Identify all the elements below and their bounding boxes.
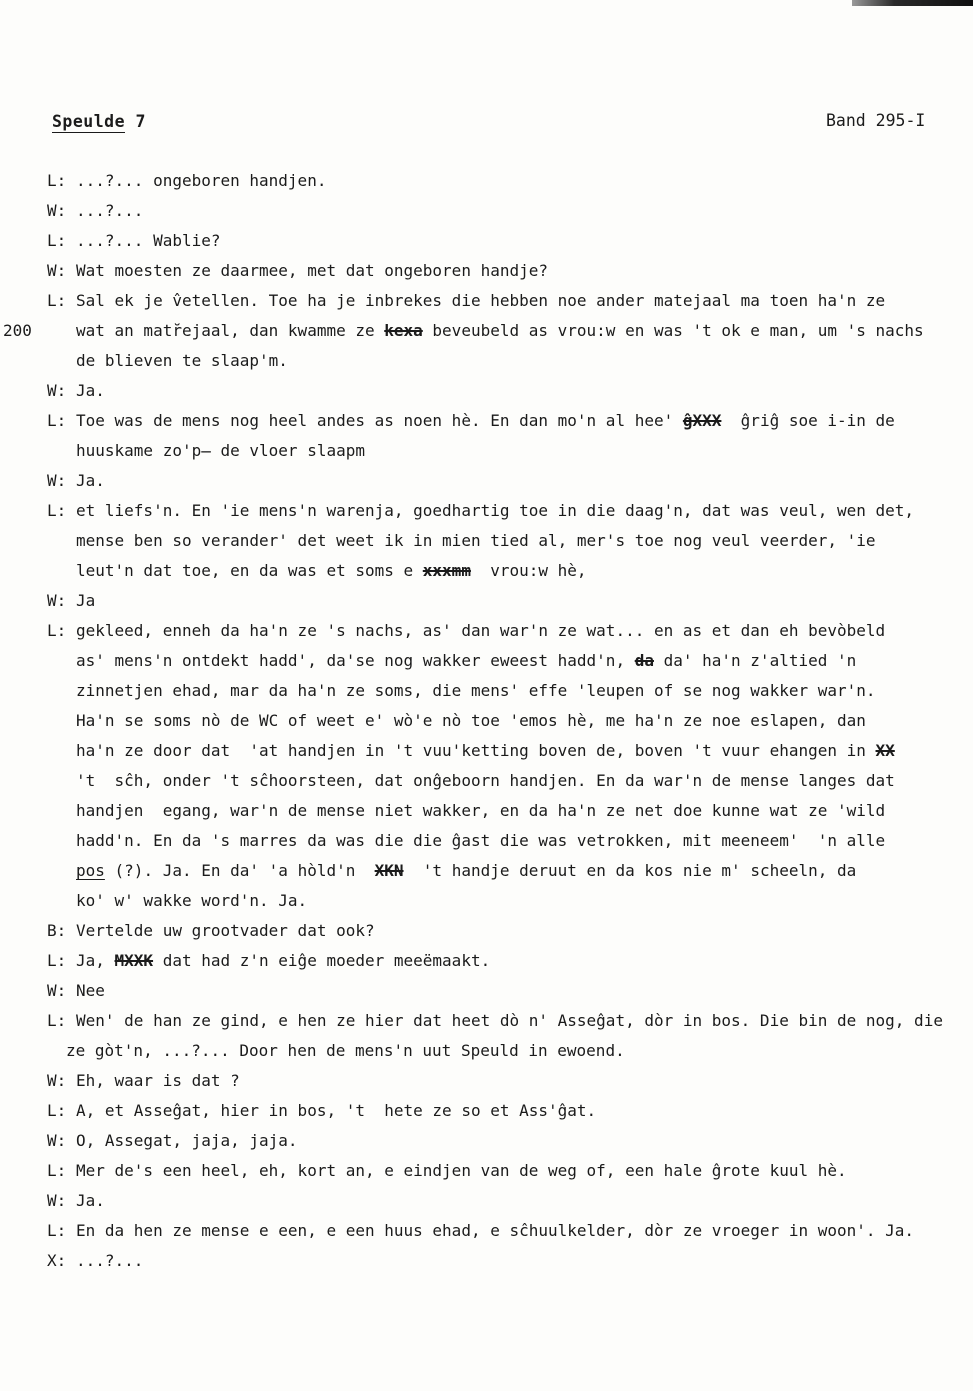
page-title-spacer [125,112,135,131]
dialogue-text [76,766,895,796]
dialogue-text [76,1186,105,1216]
text-segment: ko' w' wakke word'n. Ja. [76,891,308,910]
underlined-word: pos [76,861,105,880]
page-title-location: Speulde [52,112,126,131]
transcript-line [47,286,971,316]
dialogue-text [76,1246,143,1276]
text-segment: Wen' de han ze gind, e hen ze hier dat heet dò n' Asseĝat, dòr in bos. Die bin de nog, die [76,1011,943,1030]
transcript [3,166,971,1276]
transcript-line [47,946,971,976]
text-segment: Ja. [76,381,105,400]
speaker-label: L: [47,951,67,970]
dialogue-text [76,406,895,436]
speaker-label: L: [47,171,67,190]
speaker-label: L: [47,411,67,430]
text-segment: Wat moesten ze daarmee, met dat ongeboren handje? [76,261,549,280]
text-segment: ...?... [76,1251,144,1270]
speaker-label: L: [47,1101,67,1120]
dialogue-text [76,616,885,646]
speaker-label: W: [47,591,67,610]
text-segment: ...?... [76,201,144,220]
dialogue-text [76,1066,240,1096]
speaker-label: W: [47,981,67,1000]
text-segment: ĝriĝ soe i-in de [721,411,895,430]
transcript-line [47,346,971,376]
transcript-line [47,646,971,676]
transcript-line [47,886,971,916]
transcript-line [47,226,971,256]
dialogue-text [76,646,856,676]
transcript-line [47,796,971,826]
speaker-label: W: [47,1071,67,1090]
dialogue-text [76,196,143,226]
speaker-label: L: [47,1011,67,1030]
dialogue-text [76,886,307,916]
text-segment: Sal ek je v̂etellen. Toe ha je inbrekes die hebben noe ander matejaal ma toen ha'n ze [76,291,886,310]
text-segment: hadd'n. En da 's marres da was die die ĝast die was vetrokken, mit meeneem' 'n alle [76,831,886,850]
text-segment: A, et Asseĝat, hier in bos, 't hete ze so et Ass'ĝat. [76,1101,597,1120]
text-segment: as' mens'n ontdekt hadd', da'se nog wakker eweest hadd'n, [76,651,635,670]
margin-line-number: 200 [3,321,32,340]
text-segment: En da hen ze mense e een, e een huus ehad, e sĉhuulkelder, dòr ze vroeger in woon'. Ja. [76,1221,915,1240]
speaker-label: L: [47,501,67,520]
speaker-label: W: [47,1131,67,1150]
transcript-line [47,916,971,946]
text-segment: Ja [76,591,96,610]
transcript-line [47,526,971,556]
page-title-number: 7 [135,112,146,131]
transcript-line [3,316,971,346]
transcript-line [47,706,971,736]
dialogue-text [76,526,876,556]
text-segment: huuskame zo'p̶ de vloer slaapm [76,441,365,460]
dialogue-text [76,376,105,406]
text-segment: 't handje deruut en da kos nie m' scheeln, da [403,861,857,880]
dialogue-text [76,1156,847,1186]
dialogue-text [76,586,95,616]
transcript-line [47,1036,971,1066]
struck-out-word: kexa [384,321,423,340]
speaker-label: W: [47,471,67,490]
text-segment: 't sĉh, onder 't sĉhoorsteen, dat onĝeboorn handjen. En da war'n de mense langes dat [76,771,895,790]
text-segment: wat an matr̆ejaal, dan kwamme ze [76,321,385,340]
dialogue-text [76,706,866,736]
transcript-line [47,166,971,196]
text-segment: Ja. [76,471,105,490]
text-segment: Mer de's een heel, eh, kort an, e eindjen van de weg of, een hale ĝrote kuul hè. [76,1161,847,1180]
transcript-line [47,1216,971,1246]
text-segment: ze gòt'n, ...?... Door hen de mens'n uut Speuld in ewoend. [66,1041,625,1060]
text-segment: et liefs'n. En 'ie mens'n warenja, goedhartig toe in die daag'n, dat was veul, wen det, [76,501,915,520]
text-segment: Nee [76,981,105,1000]
dialogue-text [76,316,924,346]
band-label: Band 295-I [826,111,926,130]
transcript-line [47,1246,971,1276]
speaker-label: L: [47,621,67,640]
dialogue-text [76,1216,914,1246]
text-segment: ha'n ze door dat 'at handjen in 't vuu'ketting boven de, boven 't vuur ehangen in [76,741,876,760]
text-segment: leut'n dat toe, en da was et soms e [76,561,423,580]
dialogue-text [76,496,914,526]
dialogue-text [76,826,885,856]
speaker-label: W: [47,381,67,400]
text-segment: zinnetjen ehad, mar da ha'n ze soms, die mens' effe 'leupen of se nog wakker war'n. [76,681,876,700]
text-segment: dat had z'n eiĝe moeder meeëmaakt. [153,951,491,970]
dialogue-text [76,916,375,946]
page-title [52,112,146,131]
text-segment: Ha'n se soms nò de WC of weet e' wò'e nò toe 'emos hè, me ha'n ze noe eslapen, dan [76,711,866,730]
dialogue-text [76,1096,596,1126]
dialogue-text [76,436,365,466]
transcript-line [47,676,971,706]
text-segment: mense ben so verander' det weet ik in mien tied al, mer's toe nog veul veerder, 'ie [76,531,876,550]
struck-out-word: MXXK [114,951,154,970]
text-segment: (?). Ja. En da' 'a hòld'n [104,861,375,880]
transcript-line [47,196,971,226]
text-segment: ...?... ongeboren handjen. [76,171,327,190]
transcript-line [47,736,971,766]
transcript-line [47,976,971,1006]
dialogue-text [76,226,221,256]
dialogue-text [76,946,490,976]
struck-out-word: ĝXXX [682,411,722,430]
speaker-label: X: [47,1251,67,1270]
text-segment: Ja, [76,951,115,970]
text-segment: Eh, waar is dat ? [76,1071,240,1090]
transcript-line [47,1156,971,1186]
transcript-line [47,436,971,466]
speaker-label: L: [47,1161,67,1180]
text-segment: da' ha'n z'altied 'n [653,651,857,670]
dialogue-text [76,466,105,496]
speaker-label: W: [47,261,67,280]
transcript-line [47,616,971,646]
speaker-label: W: [47,1191,67,1210]
struck-out-word: XKN [374,861,404,880]
transcript-line [47,1186,971,1216]
text-segment: beveubeld as vrou:w en was 't ok e man, um 's nachs [422,321,924,340]
dialogue-text [66,1036,625,1066]
struck-out-word: XX [875,741,895,760]
text-segment: handjen egang, war'n de mense niet wakker, en da ha'n ze net doe kunne wat ze 'wild [76,801,886,820]
transcript-line [47,856,971,886]
text-segment: O, Assegat, jaja, jaja. [76,1131,298,1150]
transcript-line [47,256,971,286]
transcript-line [47,1006,971,1036]
transcript-line [47,766,971,796]
scan-edge-artifact [852,0,973,6]
dialogue-text [76,1126,298,1156]
dialogue-text [76,556,587,586]
text-segment: Vertelde uw grootvader dat ook? [76,921,375,940]
dialogue-text [76,856,856,886]
dialogue-text [76,256,548,286]
transcript-line [47,556,971,586]
text-segment: vrou:w hè, [470,561,587,580]
speaker-label: B: [47,921,67,940]
speaker-label: L: [47,291,67,310]
speaker-label: L: [47,231,67,250]
dialogue-text [76,286,885,316]
text-segment: Toe was de mens nog heel andes as noen hè. En dan mo'n al hee' [76,411,683,430]
dialogue-text [76,676,876,706]
dialogue-text [76,976,105,1006]
transcript-line [47,496,971,526]
text-segment: de blieven te slaap'm. [76,351,288,370]
struck-out-word: da [634,651,654,670]
transcript-line [47,826,971,856]
dialogue-text [76,166,326,196]
dialogue-text [76,346,288,376]
speaker-label: W: [47,201,67,220]
struck-out-word: xxxmm [422,561,471,580]
dialogue-text [76,1006,943,1036]
dialogue-text [76,736,895,766]
transcript-line [47,466,971,496]
transcript-line [47,1066,971,1096]
transcript-line [47,376,971,406]
transcript-line [47,1126,971,1156]
transcript-line [47,406,971,436]
text-segment: Ja. [76,1191,105,1210]
transcript-line [47,586,971,616]
transcript-line [47,1096,971,1126]
speaker-label: L: [47,1221,67,1240]
text-segment: gekleed, enneh da ha'n ze 's nachs, as' dan war'n ze wat... en as et dan eh bevòbeld [76,621,886,640]
text-segment: ...?... Wablie? [76,231,221,250]
dialogue-text [76,796,885,826]
